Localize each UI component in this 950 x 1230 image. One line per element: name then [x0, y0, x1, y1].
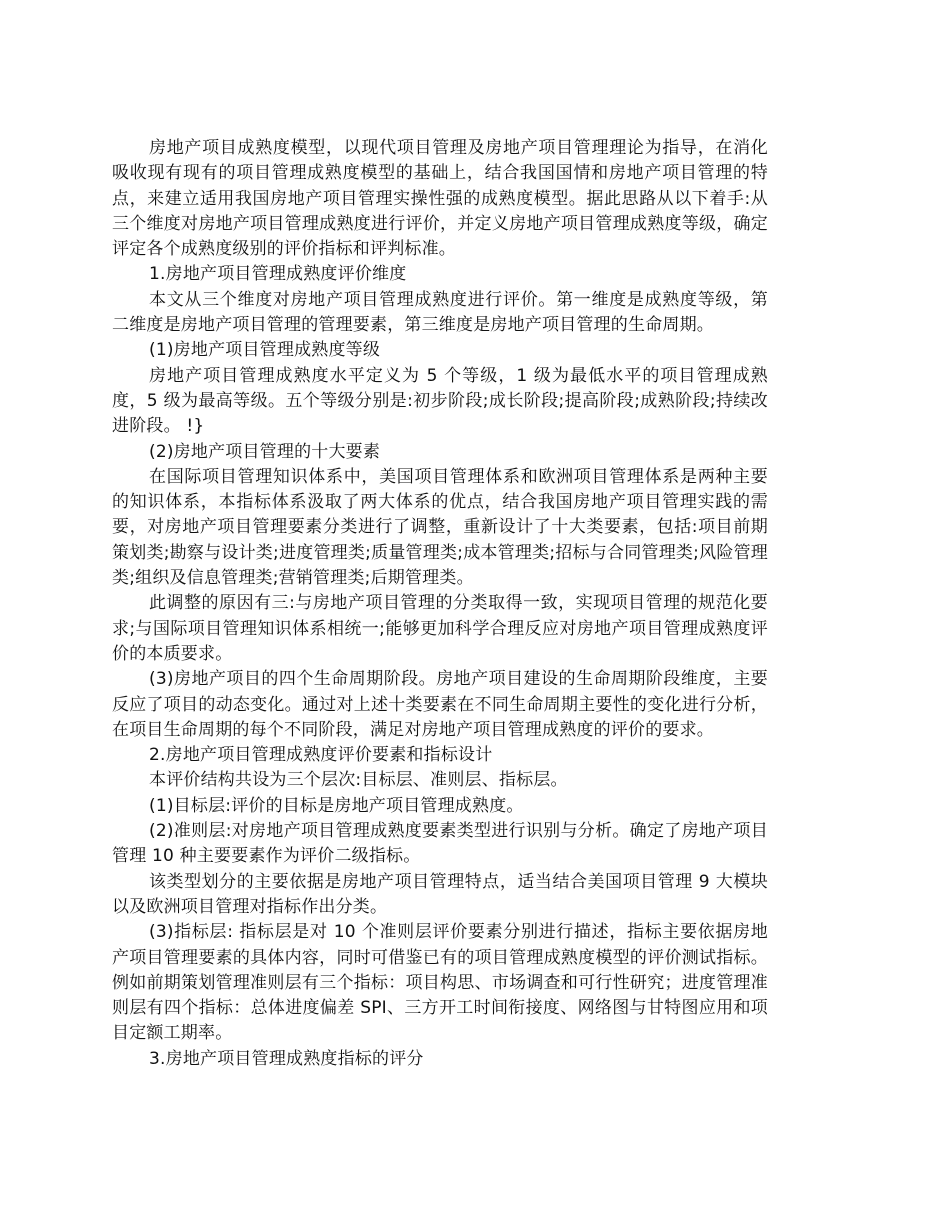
paragraph-classification-basis: 该类型划分的主要依据是房地产项目管理特点，适当结合美国项目管理 9 大模块以及欧洲项目管理对指标作出分类。 [112, 871, 768, 917]
section-heading-2: 2.房地产项目管理成熟度评价要素和指标设计 [149, 745, 493, 766]
paragraph-life-cycle: (3)房地产项目的四个生命周期阶段。房地产项目建设的生命周期阶段维度，主要反应了项目的动态变化。通过对上述十类要素在不同生命周期主要性的变化进行分析，在项目生命周期的每个不同阶段，满足对房地产项目管理成熟度的评价的要求。 [112, 669, 768, 740]
subheading-maturity-levels: (1)房地产项目管理成熟度等级 [149, 340, 381, 361]
paragraph-structure: 本评价结构共设为三个层次:目标层、准则层、指标层。 [149, 770, 568, 791]
paragraph-ten-elements: 在国际项目管理知识体系中，美国项目管理体系和欧洲项目管理体系是两种主要的知识体系，本指标体系汲取了两大体系的优点，结合我国房地产项目管理实践的需要，对房地产项目管理要素分类进行了调整，重新设计了十大类要素，包括:项目前期策划类;勘察与设计类;进度管理类;质量管理类;成本管理类;招标与合同管理类;风险管理类;组织及信息管理类;营销管理类;后期管理类。 [112, 466, 768, 589]
intro-paragraph: 房地产项目成熟度模型，以现代项目管理及房地产项目管理理论为指导，在消化吸收现有现有的项目管理成熟度模型的基础上，结合我国国情和房地产项目管理的特点，来建立适用我国房地产项目管理实操性强的成熟度模型。据此思路从以下着手:从三个维度对房地产项目管理成熟度进行评价，并定义房地产项目管理成熟度等级，确定评定各个成熟度级别的评价指标和评判标准。 [112, 138, 768, 260]
section-heading-1: 1.房地产项目管理成熟度评价维度 [149, 264, 407, 285]
paragraph-dimensions: 本文从三个维度对房地产项目管理成熟度进行评价。第一维度是成熟度等级，第二维度是房地产项目管理的管理要素，第三维度是房地产项目管理的生命周期。 [112, 289, 768, 336]
paragraph-maturity-levels: 房地产项目管理成熟度水平定义为 5 个等级，1 级为最低水平的项目管理成熟度，5 级为最高等级。五个等级分别是:初步阶段;成长阶段;提高阶段;成熟阶段;持续改进阶段。 !} [112, 365, 768, 437]
paragraph-goal-layer: (1)目标层:评价的目标是房地产项目管理成熟度。 [149, 795, 524, 816]
paragraph-criteria-layer: (2)准则层:对房地产项目管理成熟度要素类型进行识别与分析。确定了房地产项目管理 10 种主要要素作为评价二级指标。 [112, 821, 768, 867]
paragraph-adjustment-reasons: 此调整的原因有三:与房地产项目管理的分类取得一致，实现项目管理的规范化要求;与国际项目管理知识体系相统一;能够更加科学合理反应对房地产项目管理成熟度评价的本质要求。 [112, 593, 768, 664]
subheading-ten-elements: (2)房地产项目管理的十大要素 [149, 441, 381, 462]
document-body [112, 136, 768, 1072]
paragraph-indicator-layer: (3)指标层: 指标层是对 10 个准则层评价要素分别进行描述，指标主要依据房地产项目管理要素的具体内容，同时可借鉴已有的项目管理成熟度模型的评价测试指标。例如前期策划管理准则层有三个指标：项目构思、市场调查和可行性研究；进度管理准则层有四个指标：总体进度偏差 SPI、三方开工时间衔接度、网络图与甘特图应用和项目定额工期率。 [112, 922, 768, 1044]
section-heading-3: 3.房地产项目管理成熟度指标的评分 [149, 1048, 424, 1069]
